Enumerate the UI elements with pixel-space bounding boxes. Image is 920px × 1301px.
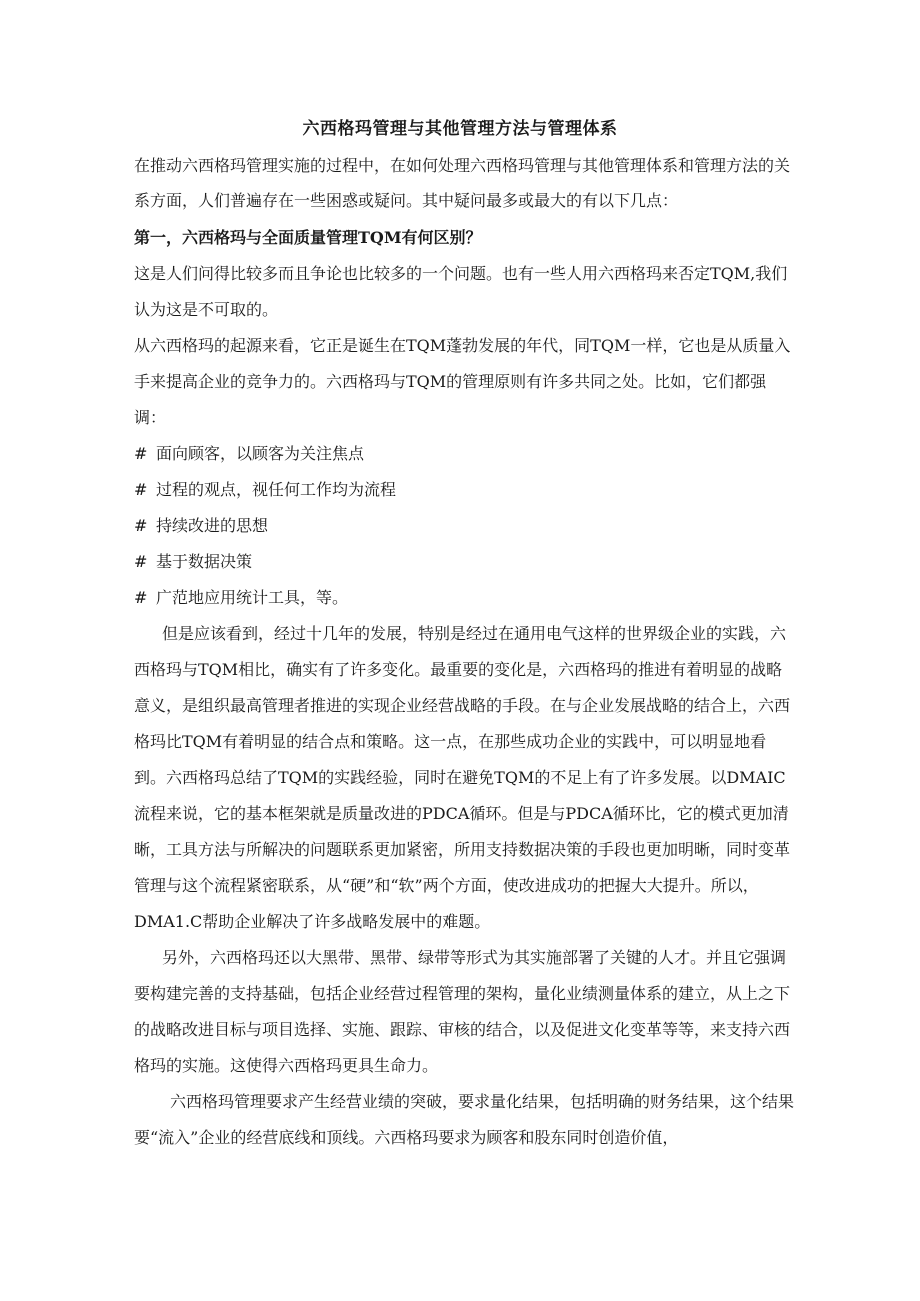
list-item [134,508,794,544]
paragraph-3: 但是应该看到，经过十几年的发展，特别是经过在通用电气这样的世界级企业的实践，六西格玛与TQM相比，确实有了许多变化。最重要的变化是，六西格玛的推进有着明显的战略意义，是组织最高管理者推进的实现企业经营战略的手段。在与企业发展战略的结合上，六西格玛比TQM有着明显的结合点和策略。这一点，在那些成功企业的实践中，可以明显地看到。六西格玛总结了TQM的实践经验，同时在避免TQM的不足上有了许多发展。以DMAIC流程来说，它的基本框架就是质量改进的PDCA循环。但是与PDCA循环比，它的模式更加清晰，工具方法与所解决的问题联系更加紧密，所用支持数据决策的手段也更加明晰，同时变革管理与这个流程紧密联系，从“硬”和“软”两个方面，使改进成功的把握大大提升。所以，DMA1.C帮助企业解决了许多战略发展中的难题。 [134,624,791,931]
paragraph-4: 另外，六西格玛还以大黑带、黑带、绿带等形式为其实施部署了关键的人才。并且它强调要构建完善的支持基础，包括企业经营过程管理的架构，量化业绩测量体系的建立，从上之下的战略改进目标与项目选择、实施、跟踪、审核的结合，以及促进文化变革等等，来支持六西格玛的实施。这使得六西格玛更具生命力。 [134,948,791,1075]
page-title: 六西格玛管理与其他管理方法与管理体系 [302,119,618,139]
list-item [134,436,794,472]
list-item [134,472,794,508]
list-item-text: 基于数据决策 [156,552,253,571]
bullet-mark: # [134,516,148,535]
list-item-text: 持续改进的思想 [156,516,269,535]
list-item [134,580,794,616]
paragraph-1: 这是人们问得比较多而且争论也比较多的一个问题。也有一些人用六西格玛来否定TQM,我们认为这是不可取的。 [134,264,788,319]
section-heading-1: 第一，六西格玛与全面质量管理TQM有何区别？ [134,228,482,247]
bullet-mark: # [134,552,148,571]
list-item [134,544,794,580]
paragraph-5: 六西格玛管理要求产生经营业绩的突破，要求量化结果，包括明确的财务结果，这个结果要“流入”企业的经营底线和顶线。六西格玛要求为顾客和股东同时创造价值， [134,1092,795,1147]
list-item-text: 广范地应用统计工具，等。 [156,588,349,607]
list-item-text: 面向顾客，以顾客为关注焦点 [156,444,365,463]
list-item-text: 过程的观点，视任何工作均为流程 [156,480,397,499]
bullet-mark: # [134,588,148,607]
document-body [134,148,794,1156]
bullet-mark: # [134,480,148,499]
bullet-list [134,436,794,616]
intro-paragraph: 在推动六西格玛管理实施的过程中，在如何处理六西格玛管理与其他管理体系和管理方法的关系方面，人们普遍存在一些困惑或疑问。其中疑问最多或最大的有以下几点： [134,156,791,210]
paragraph-2: 从六西格玛的起源来看，它正是诞生在TQM蓬勃发展的年代，同TQM一样，它也是从质量入手来提高企业的竞争力的。六西格玛与TQM的管理原则有许多共同之处。比如，它们都强调： [134,336,791,427]
bullet-mark: # [134,444,148,463]
